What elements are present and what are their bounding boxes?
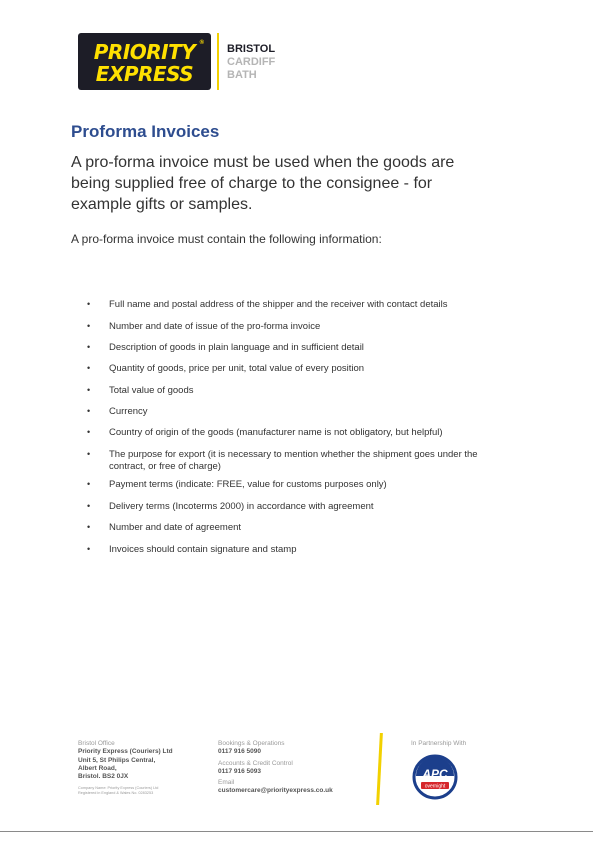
registered-mark: ® bbox=[199, 40, 204, 46]
email-link[interactable]: customercare@priorityexpress.co.uk bbox=[218, 787, 333, 795]
intro-paragraph: A pro-forma invoice must contain the following information: bbox=[71, 232, 382, 246]
bookings-label: Bookings & Operations bbox=[218, 740, 285, 747]
bullet-icon: • bbox=[87, 427, 91, 437]
logo-divider bbox=[217, 33, 219, 90]
logo-word-express: EXPRESS bbox=[95, 62, 194, 86]
list-item-text: Full name and postal address of the shipper and the receiver with contact details bbox=[109, 299, 448, 310]
city-bath: BATH bbox=[227, 69, 257, 81]
partnership-label: In Partnership With bbox=[411, 740, 467, 747]
bullet-icon: • bbox=[87, 299, 91, 309]
list-item-text: Country of origin of the goods (manufacturer name is not obligatory, but helpful) bbox=[109, 427, 443, 438]
apc-logo-subtext: overnight bbox=[424, 783, 446, 790]
bullet-icon: • bbox=[87, 522, 91, 532]
office-label: Bristol Office bbox=[78, 740, 115, 747]
bullet-icon: • bbox=[87, 385, 91, 395]
bottom-rule bbox=[0, 831, 593, 832]
list-item-text: Invoices should contain signature and stamp bbox=[109, 544, 297, 555]
bullet-icon: • bbox=[87, 406, 91, 416]
bullet-icon: • bbox=[87, 544, 91, 554]
city-bristol: BRISTOL bbox=[227, 43, 276, 55]
legal-line: Registered in England & Wales No. 0283253 bbox=[78, 791, 154, 796]
list-item-text: Delivery terms (Incoterms 2000) in accordance with agreement bbox=[109, 501, 374, 512]
email-label: Email bbox=[218, 779, 235, 787]
list-item-text: Description of goods in plain language and in sufficient detail bbox=[109, 342, 364, 353]
bullet-icon: • bbox=[87, 321, 91, 331]
legal-line: Company Name: Priority Express (Couriers) Ltd bbox=[78, 786, 159, 791]
accounts-label: Accounts & Credit Control bbox=[218, 759, 293, 767]
footer-office bbox=[78, 740, 203, 796]
logo-word-priority: PRIORITY bbox=[93, 40, 196, 64]
list-item-text: Number and date of issue of the pro-forma invoice bbox=[109, 321, 321, 332]
address-line: Bristol. BS2 0JX bbox=[78, 773, 129, 781]
list-item-text: Payment terms (indicate: FREE, value for customs purposes only) bbox=[109, 479, 387, 490]
bullet-icon: • bbox=[87, 449, 91, 459]
lead-paragraph: A pro-forma invoice must be used when the goods are being supplied free of charge to the consignee - for example gifts or samples. bbox=[71, 154, 455, 213]
city-cardiff: CARDIFF bbox=[227, 56, 276, 68]
list-item-text: Total value of goods bbox=[109, 385, 194, 396]
apc-overnight-logo bbox=[412, 754, 458, 800]
list-item-text: Currency bbox=[109, 406, 148, 417]
priority-express-logo bbox=[78, 33, 211, 90]
bullet-icon: • bbox=[87, 342, 91, 352]
list-item-text: The purpose for export (it is necessary to mention whether the shipment goes under the contract, or free of charge) bbox=[109, 449, 478, 472]
company-name: Priority Express (Couriers) Ltd bbox=[78, 748, 173, 756]
accounts-phone: 0117 916 5093 bbox=[218, 767, 262, 775]
apc-logo-text: APC bbox=[422, 767, 448, 781]
page-title: Proforma Invoices bbox=[71, 122, 220, 141]
footer-divider bbox=[376, 733, 383, 805]
footer-contacts bbox=[218, 740, 368, 796]
bookings-phone: 0117 916 5090 bbox=[218, 748, 262, 756]
bullet-icon: • bbox=[87, 363, 91, 373]
bullet-icon: • bbox=[87, 479, 91, 489]
address-line: Unit 5, St Philips Central, bbox=[78, 756, 156, 764]
bullet-icon: • bbox=[87, 501, 91, 511]
list-item-text: Number and date of agreement bbox=[109, 522, 242, 533]
list-item-text: Quantity of goods, price per unit, total value of every position bbox=[109, 363, 365, 374]
address-line: Albert Road, bbox=[78, 764, 117, 772]
